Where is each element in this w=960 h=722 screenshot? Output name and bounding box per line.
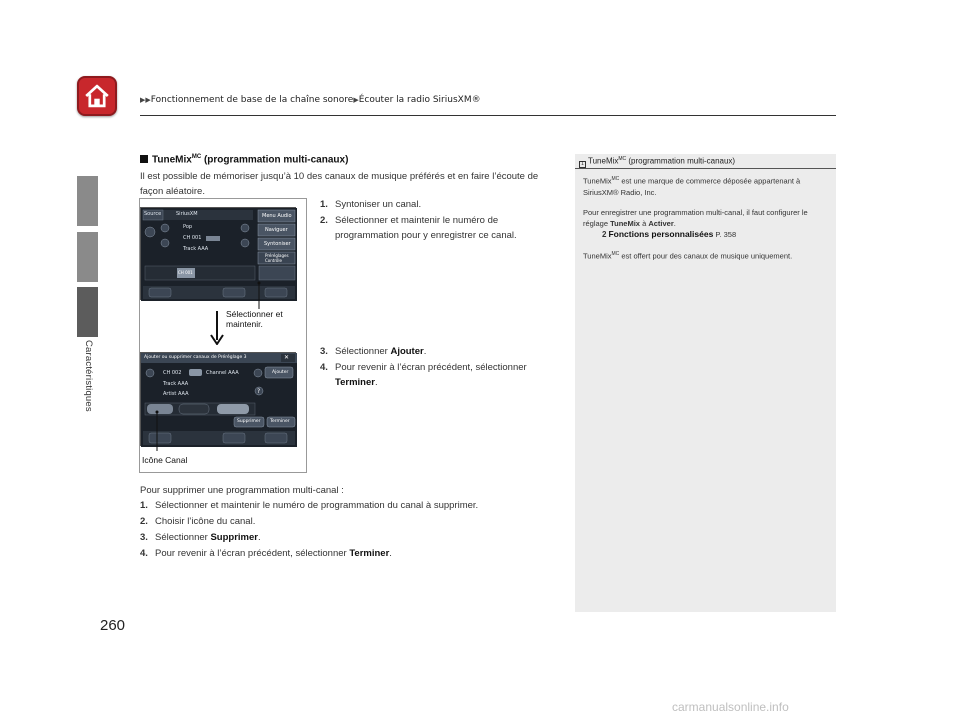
section-intro: Il est possible de mémoriser jusqu’à 10 des canaux de musique préférés et en faire l’écoute de façon aléatoire. [140,171,539,197]
step-item [320,344,560,359]
home-icon [79,78,115,114]
step-number: 2. [320,215,328,226]
step-item [140,530,560,545]
step-text-end: . [374,377,378,388]
genre-label: Pop [183,224,193,230]
close-icon[interactable]: ✕ [284,354,290,361]
note-number-icon: 1 [579,161,586,168]
note-paragraph-1 [583,174,828,198]
step-number: 1. [140,500,148,511]
step-item [320,197,560,212]
section-title-text: TuneMix [152,154,192,166]
step-number: 4. [140,548,148,559]
remove-button[interactable]: Supprimer [237,419,261,424]
dialog-title: Ajouter ou supprimer canaux de Préréglage 3 [144,355,247,360]
step-text: Sélectionner et maintenir le numéro de programmation pour y enregistrer ce canal. [335,215,517,241]
note-header [575,154,836,169]
note-text: Pour enregistrer une programmation multi-canal, il faut configurer le réglage [583,207,808,228]
step-text: Pour revenir à l’écran précédent, sélectionner [335,362,527,373]
step-text: Sélectionner [155,532,211,543]
sirius-label: SiriusXM [176,211,198,217]
section-title-rest: (programmation multi-canaux) [201,154,349,166]
section-title-sup: MC [191,154,202,160]
step-number: 3. [140,532,148,543]
note-sup: MC [611,176,620,182]
note-text: est une marque de commerce déposée appartenant à SiriusXM® Radio, Inc. [583,176,801,197]
step-item [140,546,560,561]
step-keyword: Supprimer [210,532,258,543]
step-keyword: Ajouter [390,346,424,357]
home-button[interactable] [77,76,117,116]
chapter-tab-current[interactable] [77,287,98,337]
note-paragraph-2 [583,207,828,240]
steps-list-b [320,344,560,391]
track-label: Track AAA [183,246,209,252]
note-paragraph-3 [583,249,828,262]
remove-instructions [140,483,560,562]
step-number: 2. [140,516,148,527]
step-number: 4. [320,362,328,373]
chapter-tab-2[interactable] [77,232,98,282]
note-text: est offert pour des canaux de musique uniquement. [619,251,793,260]
chapter-label: Caractéristiques [83,340,94,412]
step-keyword: Terminer [335,377,375,388]
breadcrumb-part-2[interactable]: Écouter la radio SiriusXM® [358,95,481,105]
note-sidebar [575,154,836,612]
remove-intro: Pour supprimer une programmation multi-canal : [140,485,344,496]
step-item [320,360,560,390]
note-text: à [639,218,649,228]
section-title [140,154,348,165]
note-text: TuneMix [583,176,612,186]
dialog-channel: CH 002 [163,370,182,376]
add-button[interactable]: Ajouter [272,370,289,375]
step-item [140,498,560,513]
step-item [320,213,560,243]
step-text: Sélectionner et maintenir le numéro de programmation du canal à supprimer. [155,500,479,511]
note-header-text: TuneMix [588,156,619,166]
breadcrumb-separator: ▶ [353,96,359,104]
note-header-rest: (programmation multi-canaux) [626,156,736,166]
step-keyword: Terminer [349,548,390,559]
help-button[interactable]: ? [257,388,261,395]
step-text: Choisir l’icône du canal. [155,516,256,527]
step-text-end: . [257,532,261,543]
step-text: Sélectionner [335,346,391,357]
step-text-end: . [389,548,392,559]
section-square-icon [140,155,148,163]
note-keyword: Activer [648,218,674,228]
dialog-track: Track AAA [163,381,189,387]
breadcrumb-marker: ▶▶ [140,96,151,104]
dialog-channel-name: Channel AAA [206,370,239,376]
callout-select-hold: Sélectionner et maintenir. [226,309,283,329]
steps-list-a [320,197,560,244]
callout-lines [140,199,308,474]
xref-title: Fonctions personnalisées [608,228,714,239]
step-number: 3. [320,346,328,357]
note-header-sup: MC [618,156,627,162]
cross-reference-link[interactable] [602,229,828,240]
preset-control-button[interactable]: Préréglages Contrôle [265,253,289,263]
page-number: 260 [100,617,126,634]
note-sup: MC [611,250,620,257]
note-keyword: TuneMix [610,218,640,228]
callout-channel-icon: Icône Canal [142,455,188,465]
tune-button[interactable]: Syntoniser [264,241,291,247]
chapter-tab-1[interactable] [77,176,98,226]
channel-label: CH 001 [183,235,202,241]
done-button[interactable]: Terminer [270,419,290,424]
dialog-artist: Artist AAA [163,391,189,397]
header-rule [140,115,836,116]
source-button[interactable]: Source [144,211,162,217]
step-text: Syntoniser un canal. [335,199,422,210]
xref-arrow-icon: 2 [602,229,607,239]
step-number: 1. [320,199,328,210]
watermark: carmanualsonline.info [672,700,789,714]
step-item [140,514,560,529]
preset-1-button[interactable]: CH 001 [178,270,193,275]
note-text: . [673,218,676,228]
step-text: Pour revenir à l’écran précédent, sélectionner [155,548,350,559]
breadcrumb [140,95,481,105]
navigate-button[interactable]: Naviguer [265,227,288,233]
note-body [583,174,828,270]
xref-page: P. 358 [713,229,737,239]
breadcrumb-part-1[interactable]: Fonctionnement de base de la chaîne sonore [150,95,354,105]
step-text-end: . [423,346,427,357]
note-text: TuneMix [583,251,612,260]
figure-screens [139,198,307,473]
menu-audio-button[interactable]: Menu Audio [262,213,292,219]
